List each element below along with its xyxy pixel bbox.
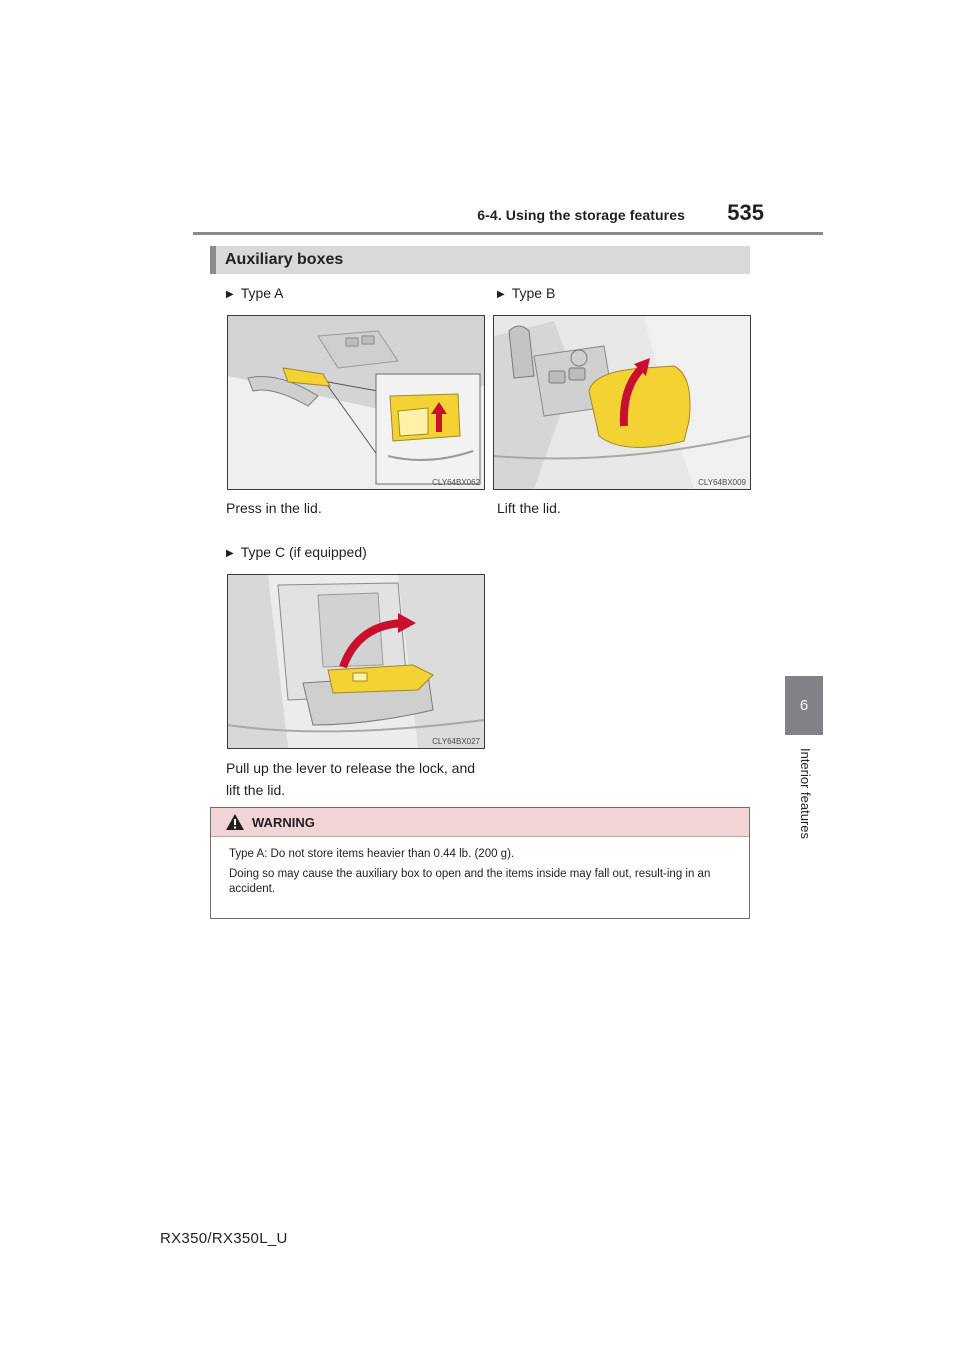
type-a-figure [227, 315, 485, 490]
warning-triangle-icon [226, 814, 244, 830]
bullet-triangle-icon: ▶ [226, 289, 234, 300]
warning-paragraph: Type A: Do not store items heavier than 0.44 lb. (200 g). [229, 848, 515, 860]
type-c-label: ▶ Type C (if equipped) [226, 544, 367, 560]
bullet-triangle-icon: ▶ [497, 289, 505, 300]
type-a-image-code: CLY64BX062 [432, 478, 480, 487]
page-number: 535 [727, 200, 764, 225]
chapter-tab[interactable] [785, 676, 823, 735]
warning-header [211, 808, 749, 837]
type-b-figure [493, 315, 751, 490]
type-b-illustration [494, 316, 750, 489]
type-b-image-code: CLY64BX009 [698, 478, 746, 487]
warning-paragraph: Doing so may cause the auxiliary box to open and the items inside may fall out, result-ing in an accident. [229, 868, 711, 895]
type-b-label: ▶ Type B [497, 285, 556, 301]
warning-body [211, 837, 749, 897]
type-a-label: ▶ Type A [226, 285, 284, 301]
type-c-figure [227, 574, 485, 749]
type-a-caption: Press in the lid. [226, 500, 322, 516]
bullet-triangle-icon: ▶ [226, 548, 234, 559]
header-rule [193, 232, 823, 235]
section-heading: Auxiliary boxes [210, 246, 750, 274]
type-b-caption: Lift the lid. [497, 500, 561, 516]
warning-box [210, 807, 750, 919]
type-c-caption: Pull up the lever to release the lock, and lift the lid. [226, 760, 476, 798]
warning-title: WARNING [252, 814, 315, 830]
type-c-image-code: CLY64BX027 [432, 737, 480, 746]
type-a-illustration [228, 316, 484, 489]
running-header-section: 6-4. Using the storage features [477, 207, 685, 223]
type-c-illustration [228, 575, 484, 748]
chapter-number: 6 [799, 697, 809, 714]
footer-model: RX350/RX350L_U [160, 1230, 288, 1247]
chapter-title: Interior features [798, 747, 814, 840]
